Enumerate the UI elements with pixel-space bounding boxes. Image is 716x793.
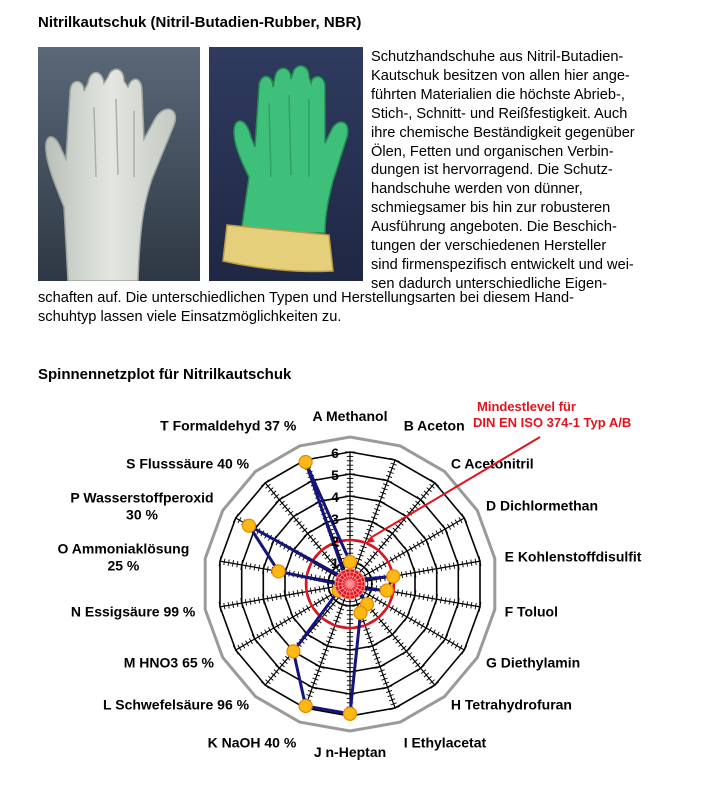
axis-tick-mark <box>449 598 450 604</box>
axis-tick-mark <box>401 590 402 596</box>
category-label: F Toluol <box>504 603 558 620</box>
section-heading: Nitrilkautschuk (Nitril-Butadien-Rubber, NBR) <box>38 14 362 31</box>
category-label: S Flusssäure 40 % <box>126 455 250 472</box>
text-line: dungen ist hervorragend. Die Schutz- <box>371 162 613 179</box>
axis-tick-label: 6 <box>331 445 339 461</box>
chart-center <box>335 569 365 599</box>
axis-tick-mark <box>280 593 281 599</box>
axis-tick-mark <box>397 589 398 595</box>
axis-tick-mark <box>462 561 463 567</box>
axis-tick-mark <box>271 624 276 633</box>
axis-tick-mark <box>271 595 272 601</box>
category-label: C Acetonitril <box>450 455 534 472</box>
axis-tick-mark <box>289 592 290 598</box>
text-line: ihre chemische Beständigkeit gegenüber <box>371 124 635 141</box>
axis-tick-mark <box>432 595 433 601</box>
category-label: A Methanol <box>312 408 388 424</box>
axis-tick-mark <box>302 589 303 595</box>
text-line: Ölen, Fetten und organischen Verbin- <box>371 143 614 160</box>
category-label: O Ammoniaklösung 25 % <box>57 540 190 574</box>
axis-tick-label: 4 <box>331 489 339 505</box>
axis-tick-mark <box>258 565 259 571</box>
chart-heading: Spinnennetzplot für Nitrilkautschuk <box>38 366 292 383</box>
category-label: I Ethylacetat <box>403 734 487 751</box>
axis-tick-mark <box>453 563 454 569</box>
data-point-j <box>344 707 357 720</box>
axis-tick-mark <box>475 603 476 609</box>
text-line: schaften auf. Die unterschiedlichen Typen und Herstellungsarten bei diesem Hand- <box>38 290 574 306</box>
category-label: N Essigsäure 99 % <box>70 603 196 620</box>
axis-tick-mark <box>228 560 229 566</box>
axis-tick-mark <box>224 559 225 565</box>
axis-tick-mark <box>237 561 238 567</box>
axis-tick-mark <box>424 624 429 633</box>
axis-tick-mark <box>406 571 407 577</box>
category-label: H Tetrahydrofuran <box>450 696 572 713</box>
axis-tick-mark <box>250 598 251 604</box>
category-label: M HNO3 65 % <box>123 654 214 671</box>
green-glove-photo <box>209 47 363 281</box>
axis-tick-mark <box>254 598 255 604</box>
axis-tick-mark <box>267 566 268 572</box>
text-line: Stich-, Schnitt- und Reißfestigkeit. Auch <box>371 105 628 122</box>
axis-tick-mark <box>258 597 259 603</box>
axis-tick-mark <box>290 513 298 519</box>
axis-tick-mark <box>232 560 233 566</box>
axis-tick-mark <box>419 593 420 599</box>
axis-tick-mark <box>466 560 467 566</box>
axis-tick-mark <box>443 635 448 644</box>
data-point-e <box>387 570 400 583</box>
axis-tick-mark <box>315 587 316 593</box>
axis-tick-mark <box>427 567 428 573</box>
text-line: schuhtyp lassen viele Einsatzmöglichkeiten zu. <box>38 308 342 325</box>
axis-tick-mark <box>323 585 324 591</box>
data-point-a <box>344 556 357 569</box>
category-label: P Wasserstoffperoxid 30 % <box>70 489 214 523</box>
axis-tick-mark <box>245 563 246 569</box>
axis-tick-mark <box>440 597 441 603</box>
intro-paragraph-right <box>371 48 635 294</box>
text-line: handschuhe werden von dünner, <box>371 181 583 198</box>
data-point-r <box>299 456 312 469</box>
axis-tick-mark <box>233 514 238 523</box>
text-line: tungen der verschiedenen Hersteller <box>371 238 607 255</box>
axis-tick-mark <box>224 603 225 609</box>
spider-chart <box>0 385 716 793</box>
axis-tick-mark <box>423 568 424 574</box>
axis-tick-mark <box>406 591 407 597</box>
axis-tick-mark <box>440 565 441 571</box>
axis-tick-mark <box>293 591 294 597</box>
axis-tick-mark <box>267 595 268 601</box>
axis-tick-label: 1 <box>331 555 339 571</box>
text-line: Schutzhandschuhe aus Nitril-Butadien- <box>371 49 624 65</box>
axis-tick-mark <box>443 525 448 534</box>
axis-tick-mark <box>410 570 411 576</box>
axis-tick-mark <box>423 594 424 600</box>
axis-tick-mark <box>297 590 298 596</box>
axis-tick-mark <box>427 595 428 601</box>
axis-tick-mark <box>471 602 472 608</box>
intro-paragraph-bottom <box>38 289 574 327</box>
axis-tick-label: 5 <box>331 467 339 483</box>
text-line: sen dadurch unterschiedliche Eigen- <box>371 275 608 292</box>
axis-tick-mark <box>228 602 229 608</box>
axis-tick-mark <box>405 547 410 556</box>
category-label: L Schwefelsäure 96 % <box>103 696 250 713</box>
axis-tick-mark <box>453 599 454 605</box>
axis-tick-label: 2 <box>331 533 339 549</box>
category-label: T Formaldehyd 37 % <box>160 417 297 434</box>
axis-tick-mark <box>410 592 411 598</box>
axis-tick-mark <box>462 601 463 607</box>
text-line: Ausführung angeboten. Die Beschich- <box>371 219 617 236</box>
text-line: führten Materialien die höchste Abrieb-, <box>371 86 625 103</box>
axis-tick-mark <box>290 613 295 622</box>
axis-tick-mark <box>310 588 311 594</box>
axis-tick-mark <box>466 602 467 608</box>
category-label: D Dichlormethan <box>486 497 599 514</box>
axis-tick-mark <box>405 613 410 622</box>
axis-tick-mark <box>276 594 277 600</box>
text-line: Kautschuk besitzen von allen hier ange- <box>371 67 630 84</box>
axis-tick-mark <box>233 646 238 655</box>
text-line: sind firmenspezifisch entwickelt und wei- <box>371 256 634 273</box>
text-line: schmiegsamer bis hin zur robusteren <box>371 200 611 217</box>
axis-tick-mark <box>232 602 233 608</box>
axis-tick-mark <box>254 564 255 570</box>
axis-tick-mark <box>449 563 450 569</box>
white-glove-photo <box>38 47 200 281</box>
axis-tick-mark <box>252 635 257 644</box>
axis-tick-mark <box>471 560 472 566</box>
axis-tick-mark <box>401 572 402 578</box>
axis-tick-mark <box>445 564 446 570</box>
category-label: G Diethylamin <box>486 654 581 671</box>
axis-tick-mark <box>475 559 476 565</box>
axis-tick-mark <box>403 648 411 654</box>
category-label: E Kohlenstoffdisulfit <box>504 548 642 565</box>
data-point-f <box>380 584 393 597</box>
axis-tick-mark <box>445 598 446 604</box>
axis-tick-mark <box>319 586 320 592</box>
axis-tick-mark <box>424 536 429 545</box>
data-point-o <box>272 565 285 578</box>
data-point-k <box>299 700 312 713</box>
axis-tick-mark <box>237 601 238 607</box>
data-point-p <box>243 519 256 532</box>
minimum-level-label: Mindestlevel für DIN EN ISO 374-1 Typ A/B <box>473 399 632 430</box>
category-label: J n-Heptan <box>313 744 387 760</box>
axis-tick-mark <box>245 599 246 605</box>
category-label: K NaOH 40 % <box>207 734 297 751</box>
axis-tick-mark <box>462 514 467 523</box>
axis-tick-mark <box>250 563 251 569</box>
axis-tick-mark <box>462 646 467 655</box>
category-label: B Aceton <box>403 417 465 434</box>
axis-tick-mark <box>432 566 433 572</box>
axis-tick-label: 3 <box>331 511 339 527</box>
data-point-i <box>354 606 367 619</box>
axis-tick-mark <box>419 569 420 575</box>
data-point-l <box>287 645 300 658</box>
